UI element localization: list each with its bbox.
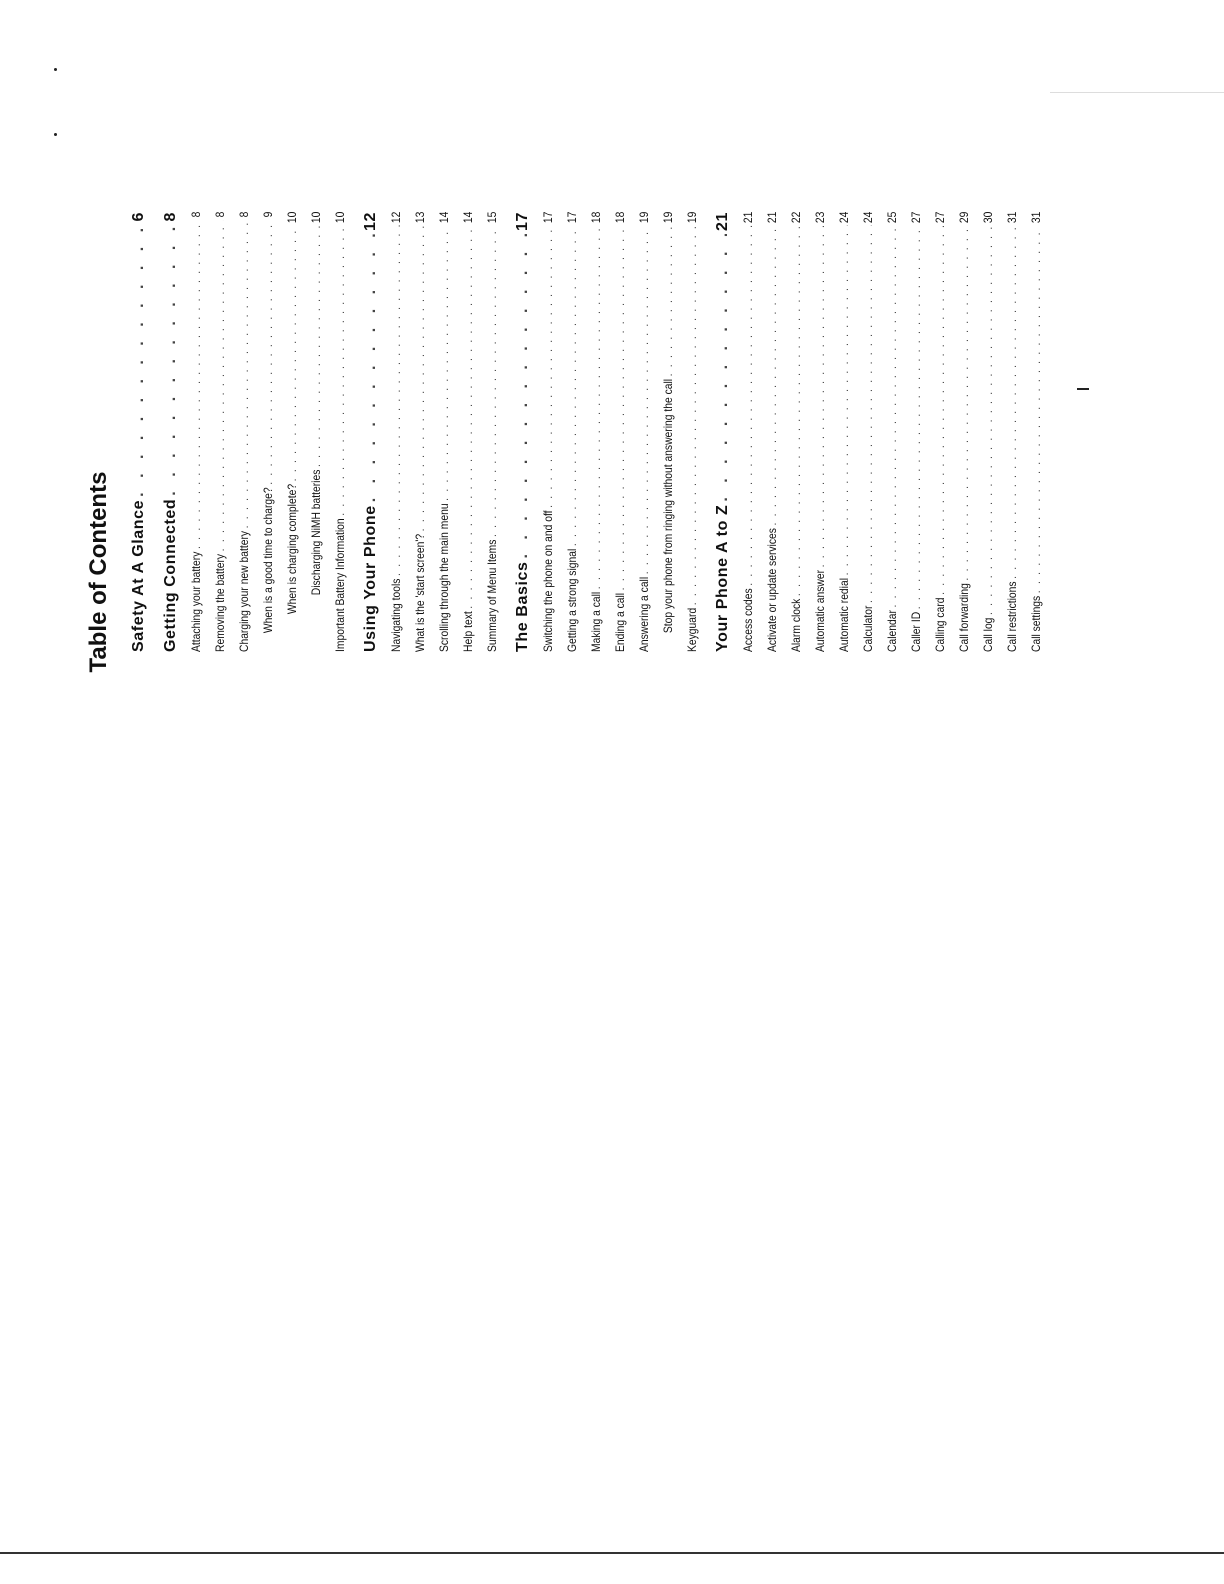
- dot-leader: [736, 226, 760, 586]
- toc-entry-page: 19: [685, 211, 699, 224]
- toc-entry-label: Answering a call: [637, 576, 651, 652]
- toc-entry-page: 10: [309, 211, 323, 224]
- toc-entry[interactable]: [736, 212, 760, 652]
- toc-entry-label: Attaching your battery: [189, 551, 203, 652]
- dot-leader: [256, 220, 280, 485]
- dot-leader: [208, 220, 232, 551]
- toc-entry-page: 10: [285, 211, 299, 224]
- toc-entry-page: 30: [981, 211, 995, 224]
- page-bottom-rule: [0, 1552, 1224, 1554]
- dot-leader: [232, 220, 256, 528]
- toc-list: [126, 212, 1048, 652]
- toc-entry-label: Making a call: [589, 591, 603, 652]
- toc-entry-label: Call restrictions: [1005, 581, 1019, 652]
- toc-heading-page: 8: [162, 212, 179, 222]
- toc-entry[interactable]: [408, 212, 432, 652]
- toc-entry[interactable]: [808, 212, 832, 652]
- toc-section: [510, 212, 704, 652]
- toc-entry-label: Calendar: [885, 610, 899, 652]
- toc-entry-label: Automatic redial: [837, 577, 851, 652]
- toc-entry-page: 17: [541, 211, 555, 224]
- dot-leader: [784, 226, 808, 596]
- toc-entry-label: Keyguard: [685, 607, 699, 652]
- toc-heading-page: 17: [514, 212, 531, 231]
- toc-entry-page: 24: [861, 211, 875, 224]
- toc-entry[interactable]: [328, 212, 352, 652]
- toc-entry-label: Discharging NiMH batteries: [309, 469, 323, 596]
- toc-entry-page: 27: [909, 211, 923, 224]
- toc-entry-label: Summary of Menu Items: [485, 539, 499, 652]
- toc-entry-label: Activate or update services: [765, 528, 779, 652]
- toc-entry[interactable]: [232, 212, 256, 652]
- dot-leader: [432, 226, 456, 501]
- dot-leader: [584, 226, 608, 589]
- scan-line: [1050, 92, 1224, 93]
- toc-entry[interactable]: [536, 212, 560, 652]
- dot-leader: [760, 226, 784, 526]
- toc-entry-page: 29: [957, 211, 971, 224]
- toc-section-heading[interactable]: [510, 212, 536, 652]
- toc-entry-page: 21: [765, 211, 779, 224]
- toc-entry-label: Calculator: [861, 605, 875, 652]
- toc-heading-page: 12: [362, 212, 379, 231]
- dot-leader: [126, 225, 152, 497]
- dot-leader: [856, 226, 880, 603]
- toc-entry[interactable]: [560, 212, 584, 652]
- toc-entry-label: Getting a strong signal: [565, 548, 579, 652]
- toc-entry-page: 31: [1029, 211, 1043, 224]
- toc-entry-label: What is the 'start screen'?: [413, 533, 427, 652]
- dot-leader: [480, 226, 504, 537]
- toc-entry[interactable]: [632, 212, 656, 652]
- dot-leader: [328, 226, 352, 516]
- toc-entry-label: Switching the phone on and off: [541, 510, 555, 652]
- dot-leader: [976, 226, 1000, 615]
- toc-entry[interactable]: [456, 212, 480, 652]
- toc-entry-label: Call log: [981, 617, 995, 652]
- toc-entry-label: Caller ID: [909, 611, 923, 652]
- toc-heading-page: 6: [130, 212, 147, 222]
- toc-entry-label: Automatic answer: [813, 569, 827, 652]
- dot-leader: [680, 226, 704, 605]
- toc-entry[interactable]: [904, 212, 928, 652]
- toc-heading-label: The Basics: [514, 561, 531, 652]
- toc-heading-label: Using Your Phone: [362, 505, 379, 652]
- dot-leader: [408, 226, 432, 532]
- dot-leader: [710, 234, 736, 502]
- toc-entry-page: 21: [741, 211, 755, 224]
- dot-leader: [510, 234, 536, 559]
- toc-entry[interactable]: [784, 212, 808, 652]
- toc-section-heading[interactable]: [158, 212, 184, 652]
- toc-entry-page: 9: [261, 211, 275, 218]
- toc-entry[interactable]: [256, 212, 280, 652]
- toc-entry-page: 8: [189, 211, 203, 218]
- toc-section: [358, 212, 504, 652]
- dot-leader: [1024, 226, 1048, 593]
- dot-leader: [608, 226, 632, 591]
- toc-entry-page: 24: [837, 211, 851, 224]
- toc-entry-page: 19: [661, 211, 675, 224]
- toc-entry-label: Stop your phone from ringing without answering the call: [661, 378, 675, 634]
- dot-leader: [456, 226, 480, 609]
- toc-entry-page: 8: [237, 211, 251, 218]
- toc-entry[interactable]: [1024, 212, 1048, 652]
- dot-leader: [560, 226, 584, 546]
- table-of-contents: [84, 211, 1074, 673]
- toc-entry-label: Help text: [461, 611, 475, 652]
- toc-entry-page: 23: [813, 211, 827, 224]
- scan-speck: [54, 133, 57, 136]
- toc-entry-label: Navigating tools: [389, 578, 403, 652]
- dot-leader: [158, 225, 184, 496]
- toc-heading-page: 21: [714, 212, 731, 231]
- toc-entry-page: 15: [485, 211, 499, 224]
- toc-entry-page: 18: [613, 211, 627, 224]
- toc-entry-label: Ending a call: [613, 592, 627, 652]
- toc-entry[interactable]: [384, 212, 408, 652]
- toc-section-heading[interactable]: [358, 212, 384, 652]
- toc-entry-label: Important Battery Information: [333, 518, 347, 652]
- toc-entry-page: 19: [637, 211, 651, 224]
- toc-entry[interactable]: [880, 212, 904, 652]
- toc-entry[interactable]: [480, 212, 504, 652]
- toc-entry[interactable]: [584, 212, 608, 652]
- toc-entry[interactable]: [608, 212, 632, 652]
- page-title: Table of Contents: [85, 471, 112, 673]
- toc-entry-page: 14: [437, 211, 451, 224]
- toc-entry[interactable]: [760, 212, 784, 652]
- toc-entry-page: 27: [933, 211, 947, 224]
- dot-leader: [904, 226, 928, 610]
- toc-heading-label: Your Phone A to Z: [714, 504, 731, 652]
- dot-leader: [280, 226, 304, 482]
- toc-entry-page: 17: [565, 211, 579, 224]
- toc-section: [710, 212, 1048, 652]
- toc-entry[interactable]: [952, 212, 976, 652]
- toc-section-heading[interactable]: [710, 212, 736, 652]
- toc-entry[interactable]: [856, 212, 880, 652]
- toc-entry-label: When is charging complete?: [285, 483, 299, 615]
- toc-entry[interactable]: [976, 212, 1000, 652]
- toc-entry-label: Charging your new battery: [237, 530, 251, 652]
- toc-entry-label: Call settings: [1029, 595, 1043, 652]
- dot-leader: [358, 234, 384, 502]
- toc-entry[interactable]: [1000, 212, 1024, 652]
- dot-leader: [184, 220, 208, 549]
- toc-entry-page: 31: [1005, 211, 1019, 224]
- toc-section: [158, 212, 352, 652]
- toc-entry[interactable]: [656, 212, 680, 652]
- toc-entry[interactable]: [184, 212, 208, 652]
- toc-entry-page: 10: [333, 211, 347, 224]
- toc-entry[interactable]: [280, 212, 304, 652]
- dot-leader: [656, 226, 680, 377]
- toc-section: [126, 212, 152, 652]
- toc-entry[interactable]: [680, 212, 704, 652]
- dot-leader: [928, 226, 952, 595]
- toc-heading-label: Getting Connected: [162, 498, 179, 652]
- toc-entry-page: 8: [213, 211, 227, 218]
- dot-leader: [632, 226, 656, 575]
- toc-entry-page: 18: [589, 211, 603, 224]
- dot-leader: [952, 226, 976, 581]
- toc-entry-page: 13: [413, 211, 427, 224]
- toc-entry-page: 12: [389, 211, 403, 224]
- scan-speck: [54, 68, 57, 71]
- dot-leader: [384, 226, 408, 576]
- scan-mark: [1077, 388, 1089, 390]
- dot-leader: [832, 226, 856, 576]
- toc-entry[interactable]: [208, 212, 232, 652]
- toc-entry-label: Calling card: [933, 597, 947, 652]
- toc-entry-page: 25: [885, 211, 899, 224]
- toc-entry-page: 14: [461, 211, 475, 224]
- dot-leader: [1000, 226, 1024, 579]
- dot-leader: [304, 226, 328, 467]
- dot-leader: [536, 226, 560, 508]
- toc-entry[interactable]: [304, 212, 328, 652]
- dot-leader: [808, 226, 832, 568]
- toc-section-heading[interactable]: [126, 212, 152, 652]
- toc-entry-label: Scrolling through the main menu: [437, 503, 451, 652]
- toc-entry[interactable]: [928, 212, 952, 652]
- toc-entry-label: Call forwarding: [957, 583, 971, 652]
- toc-entry-label: Removing the battery: [213, 553, 227, 652]
- toc-entry-label: Access codes: [741, 588, 755, 652]
- toc-entry-page: 22: [789, 211, 803, 224]
- toc-entry[interactable]: [832, 212, 856, 652]
- toc-entry[interactable]: [432, 212, 456, 652]
- toc-heading-label: Safety At A Glance: [130, 499, 147, 652]
- dot-leader: [880, 226, 904, 608]
- toc-entry-label: When is a good time to charge?: [261, 487, 275, 634]
- toc-entry-label: Alarm clock: [789, 598, 803, 652]
